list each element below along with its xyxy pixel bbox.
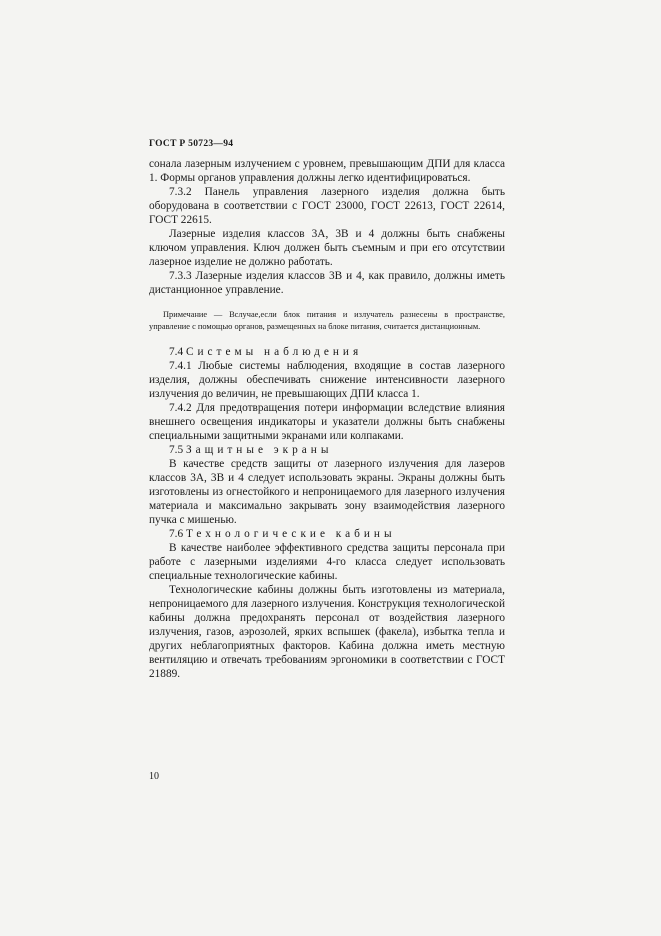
section-title: Системы наблюдения <box>185 346 363 358</box>
paragraph: 7.3.2 Панель управления лазерного изделия должна быть оборудована в соответствии с ГОСТ 23000, ГОСТ 22613, ГОСТ 22614, ГОСТ 22615. <box>149 186 505 226</box>
section-heading <box>149 443 505 457</box>
note: Примечание — Вслучае,если блок питания и излучатель разнесены в пространстве, управление с помощью органов, размещенных на блоке питания, считается дистанционным. <box>149 310 505 331</box>
section-title: Защитные экраны <box>185 444 333 456</box>
paragraph: сонала лазерным излучением с уровнем, превышающим ДПИ для класса 1. Формы органов управления должны легко идентифицироваться. <box>149 158 505 184</box>
paragraph: 7.3.3 Лазерные изделия классов 3В и 4, как правило, должны иметь дистанционное управление. <box>149 270 505 296</box>
section-heading <box>149 345 505 359</box>
section-heading <box>149 527 505 541</box>
paragraph: Лазерные изделия классов 3А, 3В и 4 должны быть снабжены ключом управления. Ключ должен быть съемным и при его отсутствии лазерное изделие не должно работать. <box>149 228 505 268</box>
section-title: Технологические кабины <box>185 528 396 540</box>
section-number: 7.5 <box>169 444 184 456</box>
paragraph: 7.4.1 Любые системы наблюдения, входящие в состав лазерного изделия, должны обеспечивать снижение интенсивности лазерного излучения до величин, не превышающих ДПИ класса 1. <box>149 360 505 400</box>
section-number: 7.6 <box>169 528 184 540</box>
document-body <box>149 157 505 681</box>
document-header: ГОСТ Р 50723—94 <box>149 139 234 149</box>
paragraph: 7.4.2 Для предотвращения потери информации вследствие влияния внешнего освещения индикаторы и указатели должны быть снабжены специальными защитными экранами или колпаками. <box>149 402 505 442</box>
paragraph: В качестве средств защиты от лазерного излучения для лазеров классов 3А, 3В и 4 следует использовать экраны. Экраны должны быть изготовлены из огнестойкого и непроницаемого для лазерного излучения материала и максимально закрывать зону взаимодействия лазерного пучка с мишенью. <box>149 458 505 526</box>
page-number: 10 <box>149 771 159 782</box>
paragraph: В качестве наиболее эффективного средства защиты персонала при работе с лазерными изделиями 4-го класса следует использовать специальные технологические кабины. <box>149 542 505 582</box>
paragraph: Технологические кабины должны быть изготовлены из материала, непроницаемого для лазерного излучения. Конструкция технологической кабины должна предохранять персонал от воздействия лазерного излучения, газов, аэрозолей, ярких вспышек (факела), избытка тепла и других неблагоприятных факторов. Кабина должна иметь местную вентиляцию и отвечать требованиям эргономики в соответствии с ГОСТ 21889. <box>149 584 505 680</box>
section-number: 7.4 <box>169 346 184 358</box>
